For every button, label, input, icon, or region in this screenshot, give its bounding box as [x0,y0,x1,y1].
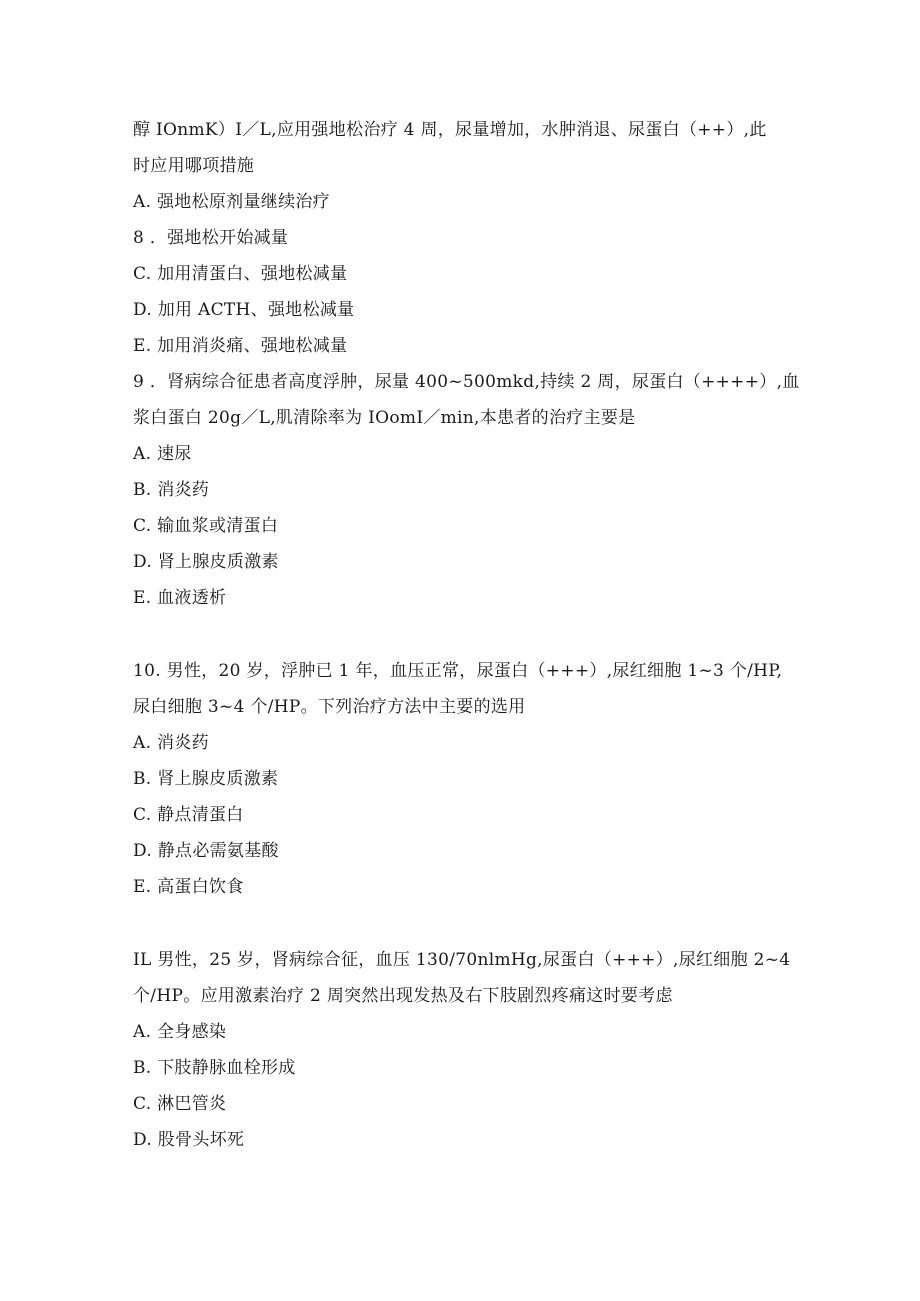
q7-option-c: C. 加用清蛋白、强地松减量 [133,264,348,284]
q11-option-a: A. 全身感染 [133,1022,227,1042]
q10-option-a: A. 消炎药 [133,733,209,753]
q9-option-b: B. 消炎药 [133,480,210,500]
q10-option-d: D. 静点必需氨基酸 [133,841,279,861]
q11-option-b: B. 下肢静脉血栓形成 [133,1058,296,1078]
q7-option-b: 8 ．强地松开始减量 [133,228,289,248]
q7-option-e: E. 加用消炎痛、强地松减量 [133,336,348,356]
q11-option-d: D. 股骨头坏死 [133,1130,245,1150]
q7-option-d: D. 加用 ACTH、强地松减量 [133,300,355,320]
q9-stem-line1: 9 ．肾病综合征患者高度浮肿，尿量 400~500mkd,持续 2 周，尿蛋白（++++）,血 [133,372,800,392]
q7-option-a: A. 强地松原剂量继续治疗 [133,192,330,212]
q9-option-c: C. 输血浆或清蛋白 [133,516,279,536]
q9-option-e: E. 血液透析 [133,588,227,608]
q7-stem-line1: 醇 IOnmK）I／L,应用强地松治疗 4 周，尿量增加，水肿消退、尿蛋白（++）,此 [133,120,767,140]
q9-stem-line2: 浆白蛋白 20g／L,肌清除率为 IOomI／min,本患者的治疗主要是 [133,408,636,428]
q10-option-c: C. 静点清蛋白 [133,805,244,825]
q10-option-b: B. 肾上腺皮质激素 [133,769,279,789]
q10-stem-line2: 尿白细胞 3~4 个/HP。下列治疗方法中主要的选用 [133,697,526,717]
q9-option-d: D. 肾上腺皮质激素 [133,552,279,572]
q10-option-e: E. 高蛋白饮食 [133,877,244,897]
q11-stem-line1: IL 男性，25 岁，肾病综合征，血压 130/70nlmHg,尿蛋白（+++）,尿红细胞 2~4 [133,950,791,970]
q7-stem-line2: 时应用哪项措施 [133,156,255,176]
q9-option-a: A. 速尿 [133,444,192,464]
q11-option-c: C. 淋巴管炎 [133,1094,227,1114]
q10-stem-line1: 10. 男性，20 岁，浮肿已 1 年，血压正常，尿蛋白（+++）,尿红细胞 1~3 个/HP, [133,661,783,681]
q11-stem-line2: 个/HP。应用激素治疗 2 周突然出现发热及右下肢剧烈疼痛这时要考虑 [133,986,673,1006]
